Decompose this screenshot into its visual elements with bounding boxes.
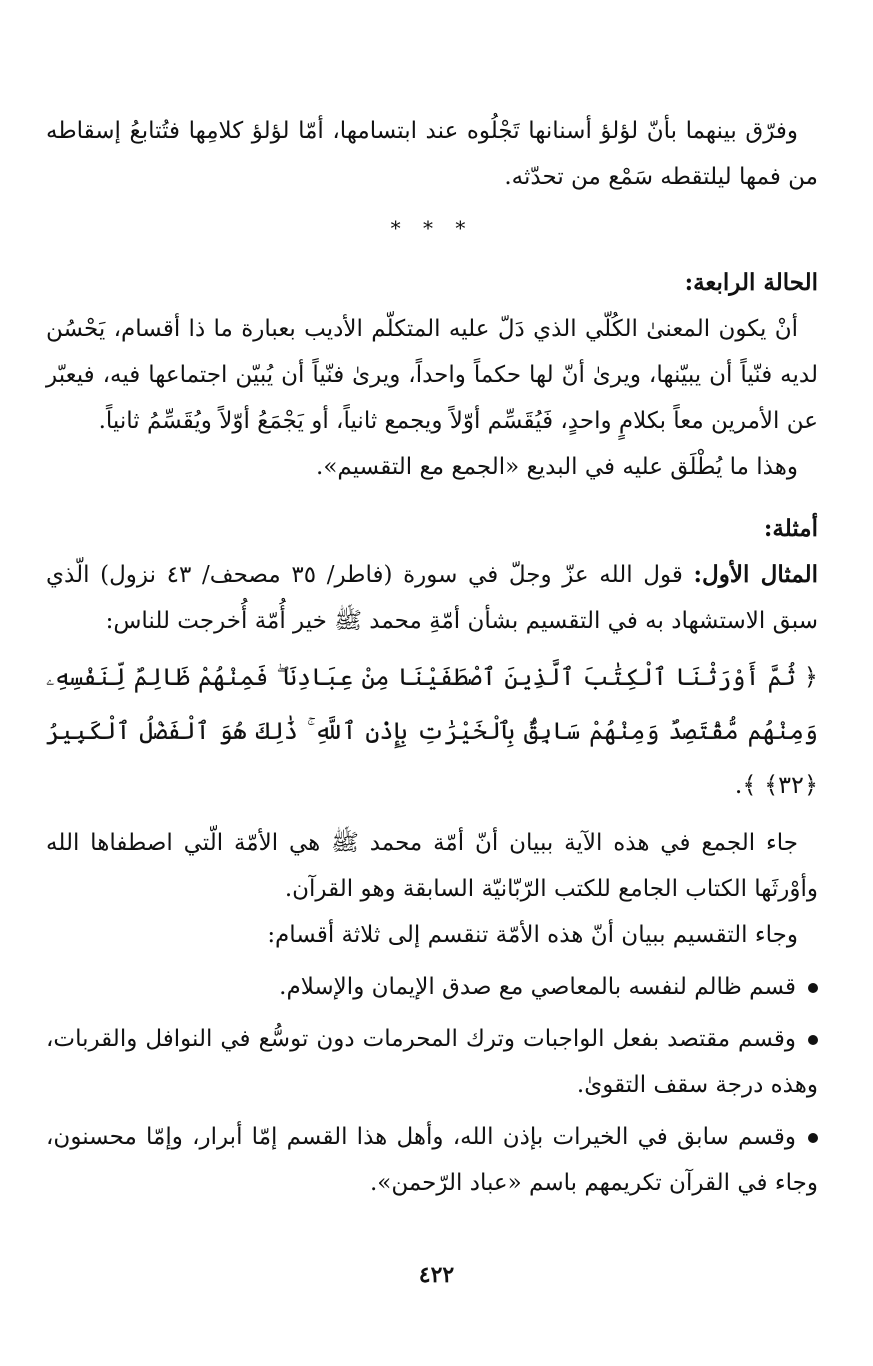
page-number: ٤٢٢	[418, 1262, 455, 1288]
bullet-icon	[808, 983, 818, 993]
example-one-text: قول الله عزّ وجلّ في سورة (فاطر/ ٣٥ مصحف/ ٤٣ نزول) الّذي سبق الاستشهاد به في التقسيم بشأن أمّةِ محمد ﷺ خير أُمّة أُخرجت للناس:	[46, 562, 818, 634]
example-one-label: المثال الأول:	[693, 561, 819, 588]
jam-paragraph: جاء الجمع في هذه الآية ببيان أنّ أمّة محمد ﷺ هي الأمّة الّتي اصطفاها الله وأوْرثَها الكتاب الجامع للكتب الرّبّانيّة السابقة وهو القرآن.	[46, 830, 818, 902]
quran-verse: ﴿ ثُمَّ أَوْرَثْنَا ٱلْكِتَٰبَ ٱلَّذِينَ ٱصْطَفَيْنَا مِنْ عِبَادِنَا ۖ فَمِنْهُمْ ظَالِمٌ لِّنَفْسِهِۦ وَمِنْهُم مُّقْتَصِدٌ وَمِنْهُمْ سَابِقٌۢ بِٱلْخَيْرَٰتِ بِإِذْنِ ٱللَّهِ ۚ ذَٰلِكَ هُوَ ٱلْفَضْلُ ٱلْكَبِيرُ ﴿٣٢﴾ ﴾.	[46, 663, 818, 799]
list-item-text: وقسم مقتصد بفعل الواجبات وترك المحرمات دون توسُّع في النوافل والقربات، وهذه درجة سقف التقوىٰ.	[46, 1026, 818, 1098]
list-item	[46, 1114, 818, 1206]
case-paragraph: أنْ يكون المعنىٰ الكُلّي الذي دَلّ عليه المتكلّم الأديب بعبارة ما ذا أقسام، يَحْسُن لديه فنّياً أن يبيّنها، ويرىٰ أنّ لها حكماً واحداً، ويرىٰ فنّياً أن يُبيّن اجتماعها فيه، فيعبّر عن الأمرين معاً بكلامٍ واحدٍ، فَيُقَسِّم أوّلاً ويجمع ثانياً، أو يَجْمَعُ أوّلاً ويُقَسِّمُ ثانياً.	[46, 316, 818, 434]
page-body	[46, 108, 818, 1212]
heading-examples: أمثلة:	[763, 515, 818, 542]
spacer	[46, 490, 818, 502]
list-item	[46, 1016, 818, 1108]
example-one-paragraph	[46, 552, 818, 644]
bullet-icon	[808, 1133, 818, 1143]
list-item-text: وقسم سابق في الخيرات بإذن الله، وأهل هذا القسم إمّا أبرار، وإمّا محسنون، وجاء في القرآن تكريمهم باسم «عباد الرّحمن».	[46, 1124, 818, 1196]
section-separator: * * *	[390, 216, 474, 240]
named-paragraph: وهذا ما يُطْلَق عليه في البديع «الجمع مع التقسيم».	[316, 454, 798, 480]
list-item-text: قسم ظالم لنفسه بالمعاصي مع صدق الإيمان والإسلام.	[279, 974, 796, 1000]
bullet-icon	[808, 1035, 818, 1045]
intro-paragraph: وفرّق بينهما بأنّ لؤلؤ أسنانها تَجْلُوه عند ابتسامها، أمّا لؤلؤ كلامِها فتُتابعُ إسقاطه من فمها ليلتقطه سَمْع من تحدّثه.	[46, 118, 818, 190]
list-item	[46, 964, 818, 1010]
taqsim-paragraph: وجاء التقسيم ببيان أنّ هذه الأمّة تنقسم إلى ثلاثة أقسام:	[267, 922, 798, 948]
heading-fourth-case: الحالة الرابعة:	[684, 269, 818, 296]
